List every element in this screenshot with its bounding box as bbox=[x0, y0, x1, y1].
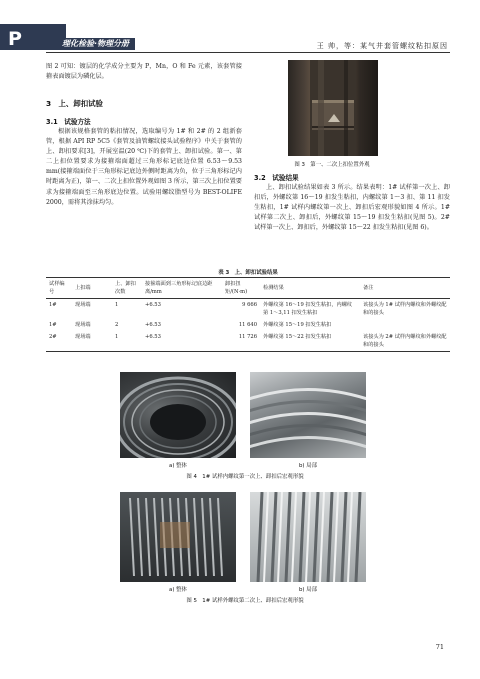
figure-4b-label: b) 局部 bbox=[298, 463, 318, 469]
intro-paragraph: 图 2 可知：镀层的化学成分主要为 P，Mn，O 和 Fe 元素，该套管接箍表面镀层为磷化层。 bbox=[46, 63, 242, 81]
cell-sample-id: 1# bbox=[49, 302, 57, 308]
table-3-title: 表 3 上、卸扣试验结果 bbox=[218, 270, 278, 276]
cell-makeup-end: 现场端 bbox=[72, 331, 112, 352]
method-paragraph: 根据该规格套管的粘扣情况，选取编号为 1# 和 2# 的 2 组新套管，根据 API RP 5C5《套管及油管螺纹接头试验程序》中关于套管的上、卸扣要求[3]，开展室温(20 ℃)下的套管上、卸扣试验。第一、第二上扣位置要求为接箍端面超过三角形标记底边位置 6.53～9.53 mm(接箍端面位于三角形标记底边外侧时距离为负，位于三角形标记内时距离为正)，第一、二次上扣位置外观如图 3 所示，第三次上扣位置要求为接箍端面至三角形底边位置。试验用螺纹脂型号为 BEST-OLIFE 2000，需将其涂抹均匀。 bbox=[46, 128, 242, 206]
col-result: 检测结果 bbox=[260, 278, 360, 299]
logo-mark: P bbox=[8, 28, 21, 50]
figure-5a-photo bbox=[120, 492, 236, 582]
external-thread-overall-illustration bbox=[120, 492, 236, 582]
figure-3-photo bbox=[288, 60, 378, 156]
figure-3-caption: 图 3 第一、二次上扣位置外观 bbox=[294, 162, 370, 168]
figure-5b-label: b) 局部 bbox=[298, 587, 318, 593]
results-paragraph: 上、卸扣试验结果如表 3 所示。结果表明：1# 试样第一次上、卸扣后，外螺纹第 16～19 扣发生粘扣，内螺纹第 1～3 扣、第 11 扣发生粘扣，1# 试样内螺纹第一次上、卸扣后宏观形貌如图 4 所示。1# 试样第二次上、卸扣后，外螺纹第 15～19 扣发生粘扣(见图 5)。2# 试样第一次上、卸扣后，外螺纹第 15～22 扣发生粘扣(见图 6)。 bbox=[254, 184, 450, 232]
pipe-coupling-illustration bbox=[288, 60, 378, 156]
external-thread-detail-illustration bbox=[250, 492, 366, 582]
figure-5a-label: a) 整体 bbox=[169, 587, 187, 593]
section-3-heading: 3 上、卸扣试验 bbox=[46, 99, 103, 108]
journal-logo bbox=[0, 24, 66, 50]
cell-cycle-count: 1 bbox=[112, 331, 142, 352]
cell-torque: 11 640 bbox=[238, 322, 257, 328]
cell-torque: 9 666 bbox=[242, 302, 257, 308]
figure-5-caption: 图 5 1# 试样外螺纹第二次上、卸扣后宏观形貌 bbox=[186, 598, 304, 604]
journal-name: 理化检验·物理分册 bbox=[58, 38, 135, 50]
col-cycle-count: 上、卸扣次数 bbox=[112, 278, 142, 299]
col-torque: 卸扣扭矩/(N·m) bbox=[222, 278, 260, 299]
col-sample-id: 试样编号 bbox=[46, 278, 72, 299]
cell-makeup-end: 现场端 bbox=[75, 302, 91, 308]
table-row bbox=[46, 331, 450, 352]
figure-5b-photo bbox=[250, 492, 366, 582]
table-3 bbox=[46, 277, 450, 352]
internal-thread-overall-illustration bbox=[120, 372, 236, 458]
cell-distance: +6.53 bbox=[145, 302, 161, 308]
figure-4b-photo bbox=[250, 372, 366, 458]
cell-note bbox=[360, 319, 450, 331]
table-row bbox=[46, 299, 450, 320]
cell-result: 外螺纹第 15～19 扣发生粘扣 bbox=[263, 322, 332, 328]
cell-cycle-count: 2 bbox=[115, 322, 119, 328]
page-header bbox=[0, 0, 480, 52]
cell-makeup-end: 现场端 bbox=[75, 322, 91, 328]
cell-distance: +6.53 bbox=[145, 322, 161, 328]
page-number: 71 bbox=[435, 643, 444, 651]
section-3-2-heading: 3.2 试验结果 bbox=[254, 174, 299, 182]
cell-note: 该接头为 1# 试样内螺纹和外螺纹配和的接头 bbox=[363, 302, 447, 316]
section-3-1-heading: 3.1 试验方法 bbox=[46, 118, 91, 126]
cell-result: 外螺纹第 16～19 扣发生粘扣，内螺纹第 1～3,11 扣发生粘扣 bbox=[263, 302, 353, 316]
col-distance: 接箍端面到三角形标记底边距离/mm bbox=[142, 278, 222, 299]
col-note: 备注 bbox=[360, 278, 450, 299]
figure-4-caption: 图 4 1# 试样内螺纹第一次上、卸扣后宏观形貌 bbox=[186, 474, 304, 480]
table-row bbox=[46, 319, 450, 331]
cell-note: 该接头为 2# 试样内螺纹和外螺纹配和的接头 bbox=[360, 331, 450, 352]
col-makeup-end: 上扣端 bbox=[72, 278, 112, 299]
cell-result: 外螺纹第 15～22 扣发生粘扣 bbox=[260, 331, 360, 352]
figure-4a-photo bbox=[120, 372, 236, 458]
cell-cycle-count: 1 bbox=[115, 302, 119, 308]
cell-torque: 11 726 bbox=[222, 331, 260, 352]
figure-4a-label: a) 整体 bbox=[169, 463, 187, 469]
cell-sample-id: 2# bbox=[46, 331, 72, 352]
cell-distance: +6.53 bbox=[142, 331, 222, 352]
header-rule bbox=[46, 52, 450, 53]
running-title: 王 帅，等：某气井套管螺纹粘扣原因 bbox=[316, 42, 448, 50]
cell-sample-id: 1# bbox=[49, 322, 57, 328]
internal-thread-detail-illustration bbox=[250, 372, 366, 458]
table-header-row bbox=[46, 278, 450, 299]
